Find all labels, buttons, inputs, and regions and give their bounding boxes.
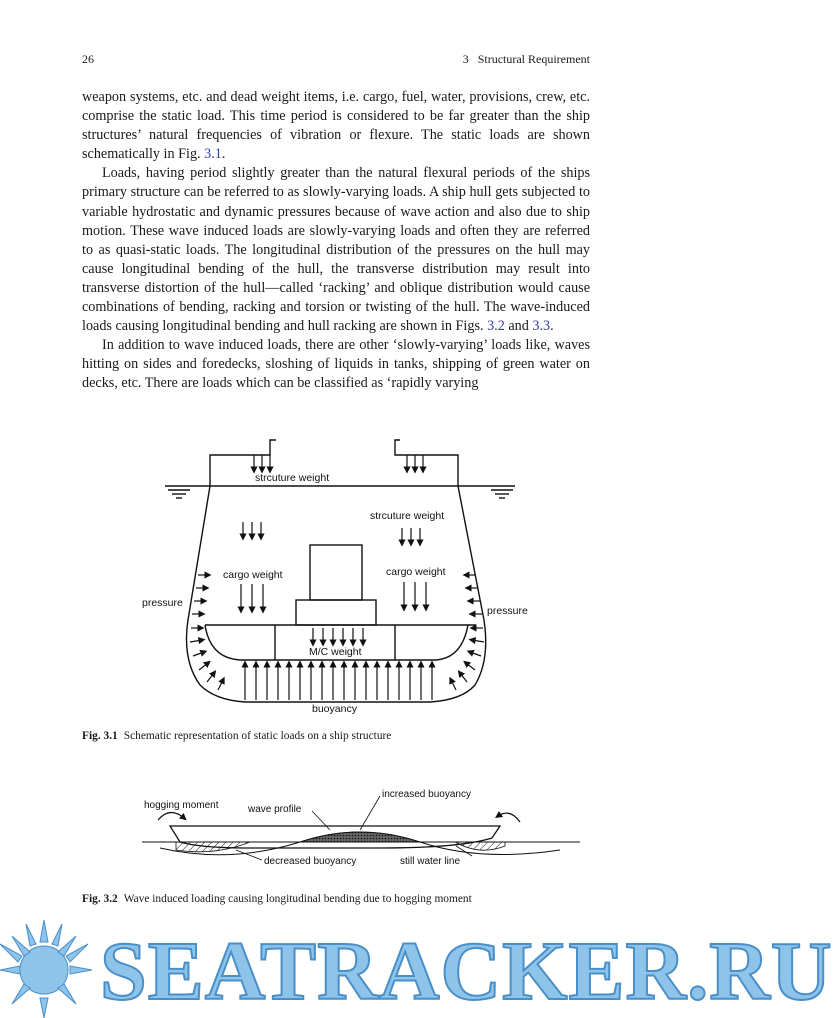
chapter-title: 3 Structural Requirement <box>462 52 590 66</box>
paragraph-3-text: In addition to wave induced loads, there are other ‘slowly-varying’ loads like, waves hitting on sides and foredecks, sloshing of liquids in tanks, shipping of green water on decks, etc. There are loads which can be classified as ‘rapidly varying <box>82 337 590 392</box>
fig-3-2-caption-number: Fig. 3.2 <box>82 893 118 905</box>
paragraph-2-end: . <box>550 318 554 335</box>
fig-3-2-link[interactable]: 3.2 <box>487 318 505 335</box>
fig-3-2-caption-text: Wave induced loading causing longitudinal bending due to hogging moment <box>123 893 472 905</box>
fig-3-1-link[interactable]: 3.1 <box>204 146 222 163</box>
watermark-text: SEATRACKER.RU <box>100 925 833 1018</box>
label-mc-weight: M/C weight <box>309 646 362 658</box>
label-wave-profile: wave profile <box>248 804 302 815</box>
fig-3-3-link[interactable]: 3.3 <box>532 318 551 335</box>
paragraph-1-end: . <box>221 146 226 163</box>
label-pressure-left: pressure <box>142 597 183 609</box>
fig-3-1-caption-number: Fig. 3.1 <box>82 730 118 742</box>
paragraph-1-text: weapon systems, etc. and dead weight items, i.e. cargo, fuel, water, provisions, crew, etc. comprise the static load. This time period is considered to be far greater than the ship structures’ natural frequencies of vibration or flexure. The static loads are shown schematically in Fig. <box>82 89 590 163</box>
label-buoyancy: buoyancy <box>312 703 357 715</box>
label-cargo-left: cargo weight <box>223 569 283 581</box>
label-decreased-buoyancy: decreased buoyancy <box>264 856 357 867</box>
fig-3-1-caption-text: Schematic representation of static loads on a ship structure <box>123 730 392 742</box>
page-number: 26 <box>82 52 94 66</box>
label-cargo-right: cargo weight <box>386 566 446 578</box>
paragraph-2-text: Loads, having period slightly greater than the natural flexural periods of the ships primary structure can be referred to as slowly-varying loads. A ship hull gets subjected to variable hydrostatic and dynamic pressures because of wave action and also due to ship motion. These wave induced loads are slowly-varying loads and often they are referred to as quasi-static loads. The longitudinal distribution of the pressures on the hull may cause longitudinal bending of the hull, the transverse distribution may result into transverse distortion of the hull—called ‘racking’ and oblique distribution would cause combinations of bending, racking and torsion or twisting of the hull. The wave-induced loads causing longitudinal bending and hull racking are shown in Figs. <box>82 165 590 335</box>
paragraph-2-mid: and <box>504 318 533 335</box>
label-pressure-right: pressure <box>487 605 528 617</box>
label-structure-weight-top: strcuture weight <box>255 472 330 484</box>
label-structure-weight-right: strcuture weight <box>370 510 445 522</box>
label-increased-buoyancy: increased buoyancy <box>382 789 471 800</box>
label-hogging: hogging moment <box>144 800 219 811</box>
label-still-water-line: still water line <box>400 856 461 867</box>
